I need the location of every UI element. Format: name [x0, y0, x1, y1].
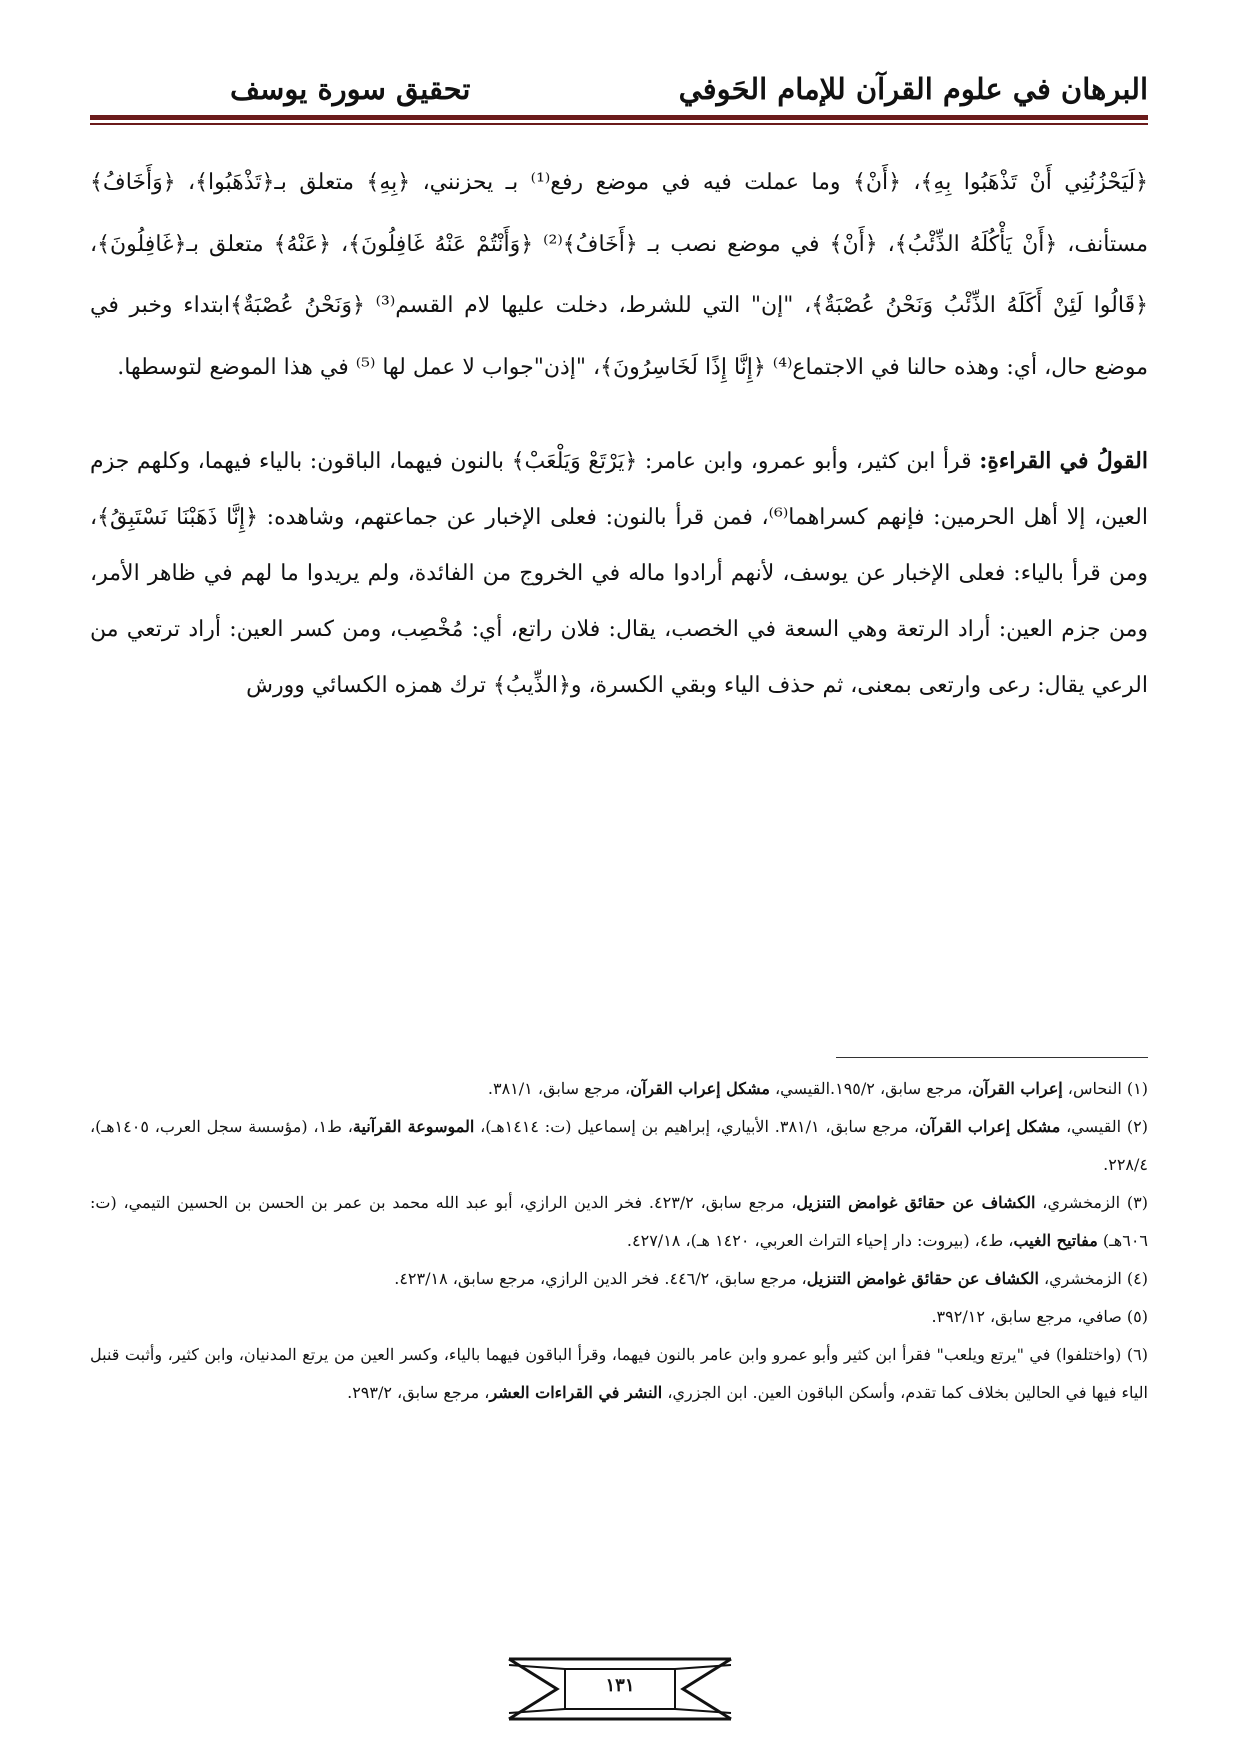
footnote-5: (٥) صافي، مرجع سابق، ٣٩٢/١٢. — [931, 1307, 1148, 1326]
paragraph-qiraa — [90, 433, 1148, 714]
paragraph-lead: القولُ في القراءةِ: — [979, 448, 1148, 474]
page-number: ١٣١ — [605, 1675, 635, 1696]
section-title: تحقيق سورة يوسف — [230, 72, 471, 106]
paragraph-irab: ﴿لَيَحْزُنُنِي أَنْ تَذْهَبُوا بِهِ﴾، ﴿أَنْ﴾ وما عملت فيه في موضع رفع⁽¹⁾ بـ يحزنني، ﴿بِهِ﴾ متعلق بـ﴿تَذْهَبُوا﴾، ﴿وَأَخَافُ﴾ مستأنف، ﴿أَنْ يَأْكُلَهُ الذِّئْبُ﴾، ﴿أَنْ﴾ في موضع نصب بـ ﴿أَخَافُ﴾⁽²⁾ ﴿وَأَنْتُمْ عَنْهُ غَافِلُونَ﴾، ﴿عَنْهُ﴾ متعلق بـ﴿غَافِلُونَ﴾، ﴿قَالُوا لَئِنْ أَكَلَهُ الذِّئْبُ وَنَحْنُ عُصْبَةٌ﴾، "إن" التي للشرط، دخلت عليها لام القسم⁽³⁾ ﴿وَنَحْنُ عُصْبَةٌ﴾ابتداء وخبر في موضع حال، أي: وهذه حالنا في الاجتماع⁽⁴⁾ ﴿إِنَّا إِذًا لَخَاسِرُونَ﴾، "إذن"جواب لا عمل لها ⁽⁵⁾ في هذا الموضع لتوسطها. — [90, 170, 1148, 380]
footnote-6: (٦) (واختلفوا) في "يرتع ويلعب" فقرأ ابن كثير وأبو عمرو وابن عامر بالنون فيهما، وقرأ الباقون فيهما بالياء، وكسر العين من يرتع المدنيان، وابن كثير، وأثبت قنبل الياء فيها في الحالين بخلاف كما تقدم، وأسكن الباقون العين. ابن الجزري، النشر في القراءات العشر، مرجع سابق، ٢٩٣/٢. — [90, 1345, 1149, 1402]
footnote-4: (٤) الزمخشري، الكشاف عن حقائق غوامض التنزيل، مرجع سابق، ٤٤٦/٢. فخر الدين الرازي، مرجع سابق، ٤٢٣/١٨. — [394, 1269, 1148, 1288]
header-rule-thick — [90, 115, 1148, 120]
paragraph-body: قرأ ابن كثير، وأبو عمرو، وابن عامر: ﴿يَرْتَعْ وَيَلْعَبْ﴾ بالنون فيهما، الباقون: بالياء فيهما، وكلهم جزم العين، إلا أهل الحرمين: فإنهم كسراهما⁽⁶⁾، فمن قرأ بالنون: فعلى الإخبار عن جماعتهم، وشاهده: ﴿إِنَّا ذَهَبْنَا نَسْتَبِقُ﴾، ومن قرأ بالياء: فعلى الإخبار عن يوسف، لأنهم أرادوا ماله في الخروج من الفائدة، ولم يريدوا ما لهم في ظاهر الأمر، ومن جزم العين: أراد الرتعة وهي السعة في الخصب، يقال: فلان راتع، أي: مُخْصِب، ومن كسر العين: أراد ترتعي من الرعي يقال: رعى وارتعى بمعنى، ثم حذف الياء وبقي الكسرة، و﴿الذِّيبُ﴾ ترك همزه الكسائي وورش — [90, 449, 1148, 698]
main-text — [90, 152, 1148, 714]
footnote-3: (٣) الزمخشري، الكشاف عن حقائق غوامض التنزيل، مرجع سابق، ٤٢٣/٢. فخر الدين الرازي، أبو عبد الله محمد بن عمر بن الحسن بن الحسين التيمي، (ت: ٦٠٦هـ) مفاتيح الغيب، ط٤، (بيروت: دار إحياء التراث العربي، ١٤٢٠ هـ)، ٤٢٧/١٨. — [90, 1193, 1149, 1250]
running-header — [90, 68, 1148, 112]
footnote-separator — [836, 1057, 1148, 1058]
footnote-1: (١) النحاس، إعراب القرآن، مرجع سابق، ١٩٥/٢.القيسي، مشكل إعراب القرآن، مرجع سابق، ٣٨١/١. — [487, 1079, 1148, 1098]
footnotes — [90, 1070, 1148, 1412]
page-number-ornament — [507, 1657, 733, 1721]
footnote-2: (٢) القيسي، مشكل إعراب القرآن، مرجع سابق، ٣٨١/١. الأبياري، إبراهيم بن إسماعيل (ت: ١٤١٤هـ)، الموسوعة القرآنية، ط١، (مؤسسة سجل العرب، ١٤٠٥هـ)، ٢٢٨/٤. — [90, 1117, 1148, 1174]
book-title: البرهان في علوم القرآن للإمام الحَوفي — [678, 72, 1148, 106]
header-rule-thin — [90, 123, 1148, 125]
